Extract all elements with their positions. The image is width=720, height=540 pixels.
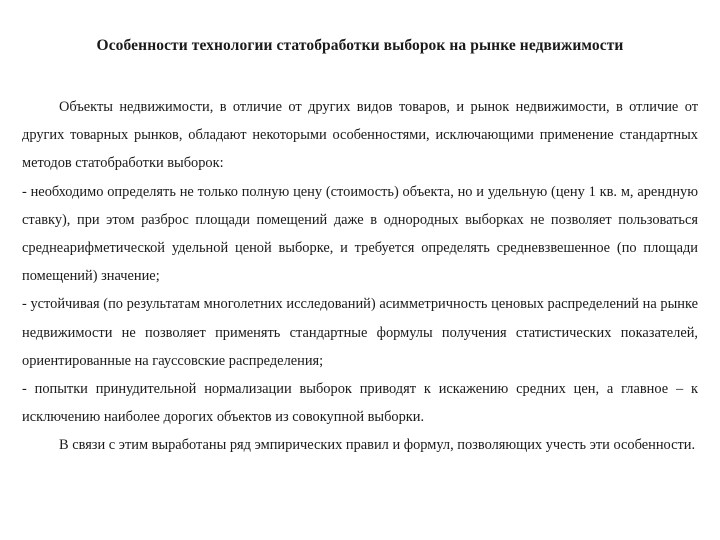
paragraph-intro: Объекты недвижимости, в отличие от других видов товаров, и рынок недвижимости, в отличие от других товарных рынков, обладают некоторыми особенностями, исключающими применение стандартных методов статобработки выборок: <box>22 99 698 172</box>
slide-body <box>22 93 698 460</box>
paragraph-conclusion: В связи с этим выработаны ряд эмпирических правил и формул, позволяющих учесть эти особенности. <box>59 437 696 454</box>
slide-title: Особенности технологии статобработки выборок на рынке недвижимости <box>96 37 624 54</box>
paragraph-bullet-1: - необходимо определять не только полную цену (стоимость) объекта, но и удельную (цену 1 кв. м, арендную ставку), при этом разброс площади помещений даже в однородных выборках не позволяет пользоваться среднеарифметической удельной ценой выборке, и требуется определять средневзвешенное (по площади помещений) значение; <box>22 183 698 285</box>
paragraph-bullet-2: - устойчивая (по результатам многолетних исследований) асимметричность ценовых распределений на рынке недвижимости не позволяет применять стандартные формулы получения статистических показателей, ориентированные на гауссовские распределения; <box>22 296 698 369</box>
paragraph-bullet-3: - попытки принудительной нормализации выборок приводят к искажению средних цен, а главное – к исключению наиболее дорогих объектов из совокупной выборки. <box>22 381 698 426</box>
